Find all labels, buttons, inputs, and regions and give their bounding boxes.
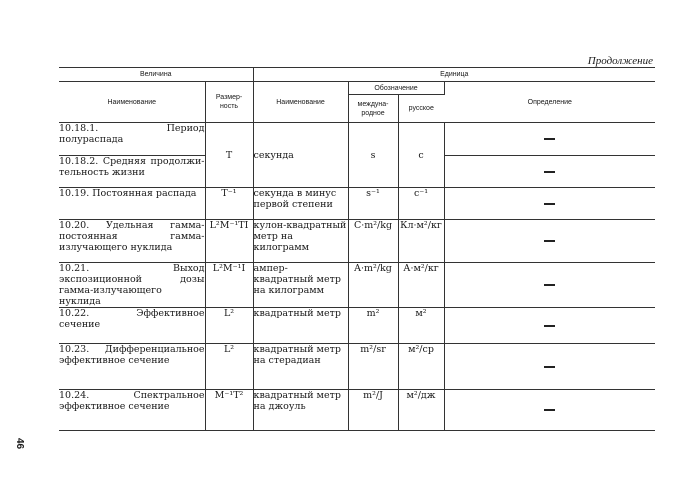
table-row xyxy=(59,308,655,344)
russian-symbol: Кл·м²/кг xyxy=(398,220,444,263)
page-number: 46 xyxy=(14,437,26,450)
russian-symbol: c xyxy=(398,123,444,188)
row-number: 10.24. xyxy=(59,390,90,401)
definition-dash xyxy=(544,138,555,140)
russian-symbol: м²/дж xyxy=(398,390,444,431)
row-number: 10.21. xyxy=(59,263,90,274)
russian-symbol: м²/ср xyxy=(398,344,444,390)
quantity-name: Эффективное сечение xyxy=(59,308,205,330)
table-row xyxy=(59,220,655,263)
unit-name: квадратный метр xyxy=(253,308,348,344)
definition-dash xyxy=(544,325,555,327)
row-number: 10.20. xyxy=(59,220,90,231)
unit-name: кулон-квадратный метр на килограмм xyxy=(253,220,348,263)
dimension-value: L² xyxy=(205,308,253,344)
header-unit-name: Наименование xyxy=(253,82,348,123)
table-row xyxy=(59,390,655,431)
table-row xyxy=(59,263,655,308)
table-row xyxy=(59,123,655,156)
unit-name: секунда xyxy=(253,123,348,188)
dimension-value: M⁻¹T² xyxy=(205,390,253,431)
header-quantity: Величина xyxy=(59,68,253,82)
unit-name: квадратный метр на стерадиан xyxy=(253,344,348,390)
unit-name: ампер-квадратный метр на килограмм xyxy=(253,263,348,308)
definition-dash xyxy=(544,171,555,173)
row-number: 10.18.2. xyxy=(59,156,99,167)
dimension-value: T⁻¹ xyxy=(205,188,253,220)
definition-dash xyxy=(544,284,555,286)
continuation-label: Продолжение xyxy=(587,55,653,67)
quantity-name: Постоянная распада xyxy=(92,188,197,199)
unit-name: квадратный метр на джоуль xyxy=(253,390,348,431)
dimension-value: L² xyxy=(205,344,253,390)
header-russian: русское xyxy=(398,95,444,123)
definition-dash xyxy=(544,203,555,205)
header-dimension: Размер- ность xyxy=(205,82,253,123)
dimension-value: L²M⁻¹I xyxy=(205,263,253,308)
table-row xyxy=(59,188,655,220)
definition-dash xyxy=(544,409,555,411)
header-designation: Обозначение xyxy=(348,82,444,95)
quantity-name: Средняя продолжи-тельность жизни xyxy=(59,156,205,178)
header-quantity-name: Наименование xyxy=(59,82,205,123)
quantity-name: Выход экспозиционной дозы гамма-излучающего нуклида xyxy=(59,263,205,307)
dimension-value: L²M⁻¹TI xyxy=(205,220,253,263)
units-table xyxy=(59,67,655,431)
quantity-name: Дифференциальное эффективное сечение xyxy=(59,344,205,366)
intl-symbol: m²/J xyxy=(348,390,398,431)
table-row xyxy=(59,344,655,390)
intl-symbol: s⁻¹ xyxy=(348,188,398,220)
russian-symbol: А·м²/кг xyxy=(398,263,444,308)
row-number: 10.23. xyxy=(59,344,90,355)
russian-symbol: c⁻¹ xyxy=(398,188,444,220)
intl-symbol: A·m²/kg xyxy=(348,263,398,308)
quantity-name: Спектральное эффективное сечение xyxy=(59,390,205,412)
row-number: 10.18.1. xyxy=(59,123,99,134)
row-number: 10.19. xyxy=(59,188,90,199)
dimension-value: T xyxy=(205,123,253,188)
quantity-name: Удельная гамма-постоянная гамма-излучающего нуклида xyxy=(59,220,205,253)
intl-symbol: m² xyxy=(348,308,398,344)
header-definition: Определение xyxy=(444,82,655,123)
definition-dash xyxy=(544,240,555,242)
intl-symbol: m²/sr xyxy=(348,344,398,390)
definition-dash xyxy=(544,366,555,368)
row-number: 10.22. xyxy=(59,308,90,319)
intl-symbol: C·m²/kg xyxy=(348,220,398,263)
quantity-name: Период полураспада xyxy=(59,123,205,145)
russian-symbol: м² xyxy=(398,308,444,344)
header-international: междуна- родное xyxy=(348,95,398,123)
unit-name: секунда в минус первой степени xyxy=(253,188,348,220)
intl-symbol: s xyxy=(348,123,398,188)
header-unit: Единица xyxy=(253,68,655,82)
